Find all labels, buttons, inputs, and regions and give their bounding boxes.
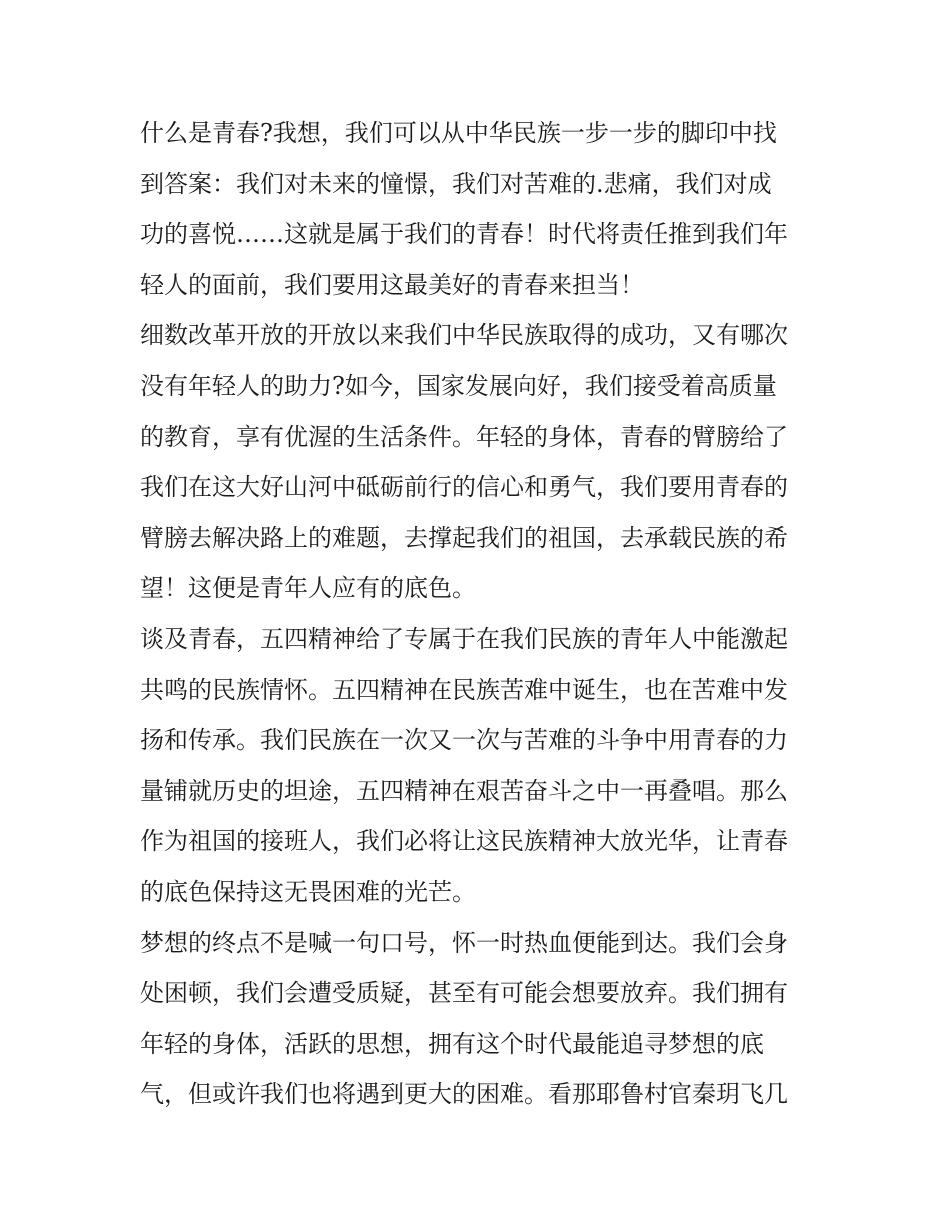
text-line: 的底色保持这无畏困难的光芒。 [140, 877, 476, 906]
text-line: 的教育，享有优渥的生活条件。年轻的身体，青春的臂膀给了 [140, 422, 788, 451]
text-line: 臂膀去解决路上的难题，去撑起我们的祖国，去承载民族的希 [140, 523, 788, 552]
text-line: 轻人的面前，我们要用这最美好的青春来担当！ [140, 270, 644, 299]
text-line: 我们在这大好山河中砥砺前行的信心和勇气，我们要用青春的 [140, 473, 788, 502]
text-line: 谈及青春，五四精神给了专属于在我们民族的青年人中能激起 [140, 624, 788, 653]
text-line: 处困顿，我们会遭受质疑，甚至有可能会想要放弃。我们拥有 [140, 979, 788, 1008]
essay-text [140, 108, 820, 1120]
text-line: 细数改革开放的开放以来我们中华民族取得的成功，又有哪次 [140, 321, 788, 350]
text-line: 气，但或许我们也将遇到更大的困难。看那耶鲁村官秦玥飞几 [140, 1080, 788, 1109]
text-line: 功的喜悦……这就是属于我们的青春！时代将责任推到我们年 [140, 220, 788, 249]
text-line: 什么是青春?我想，我们可以从中华民族一步一步的脚印中找 [140, 119, 777, 147]
text-line: 没有年轻人的助力?如今，国家发展向好，我们接受着高质量 [140, 371, 777, 400]
text-line: 梦想的终点不是喊一句口号，怀一时热血便能到达。我们会身 [140, 928, 788, 957]
text-line: 到答案：我们对未来的憧憬，我们对苦难的.悲痛，我们对成 [140, 169, 772, 198]
text-line: 望！这便是青年人应有的底色。 [140, 574, 476, 603]
text-line: 年轻的身体，活跃的思想，拥有这个时代最能追寻梦想的底 [140, 1029, 764, 1058]
text-line: 量铺就历史的坦途，五四精神在艰苦奋斗之中一再叠唱。那么 [140, 776, 788, 805]
text-line: 扬和传承。我们民族在一次又一次与苦难的斗争中用青春的力 [140, 726, 788, 755]
text-line: 共鸣的民族情怀。五四精神在民族苦难中诞生，也在苦难中发 [140, 675, 788, 704]
text-line: 作为祖国的接班人，我们必将让这民族精神大放光华，让青春 [140, 827, 788, 856]
